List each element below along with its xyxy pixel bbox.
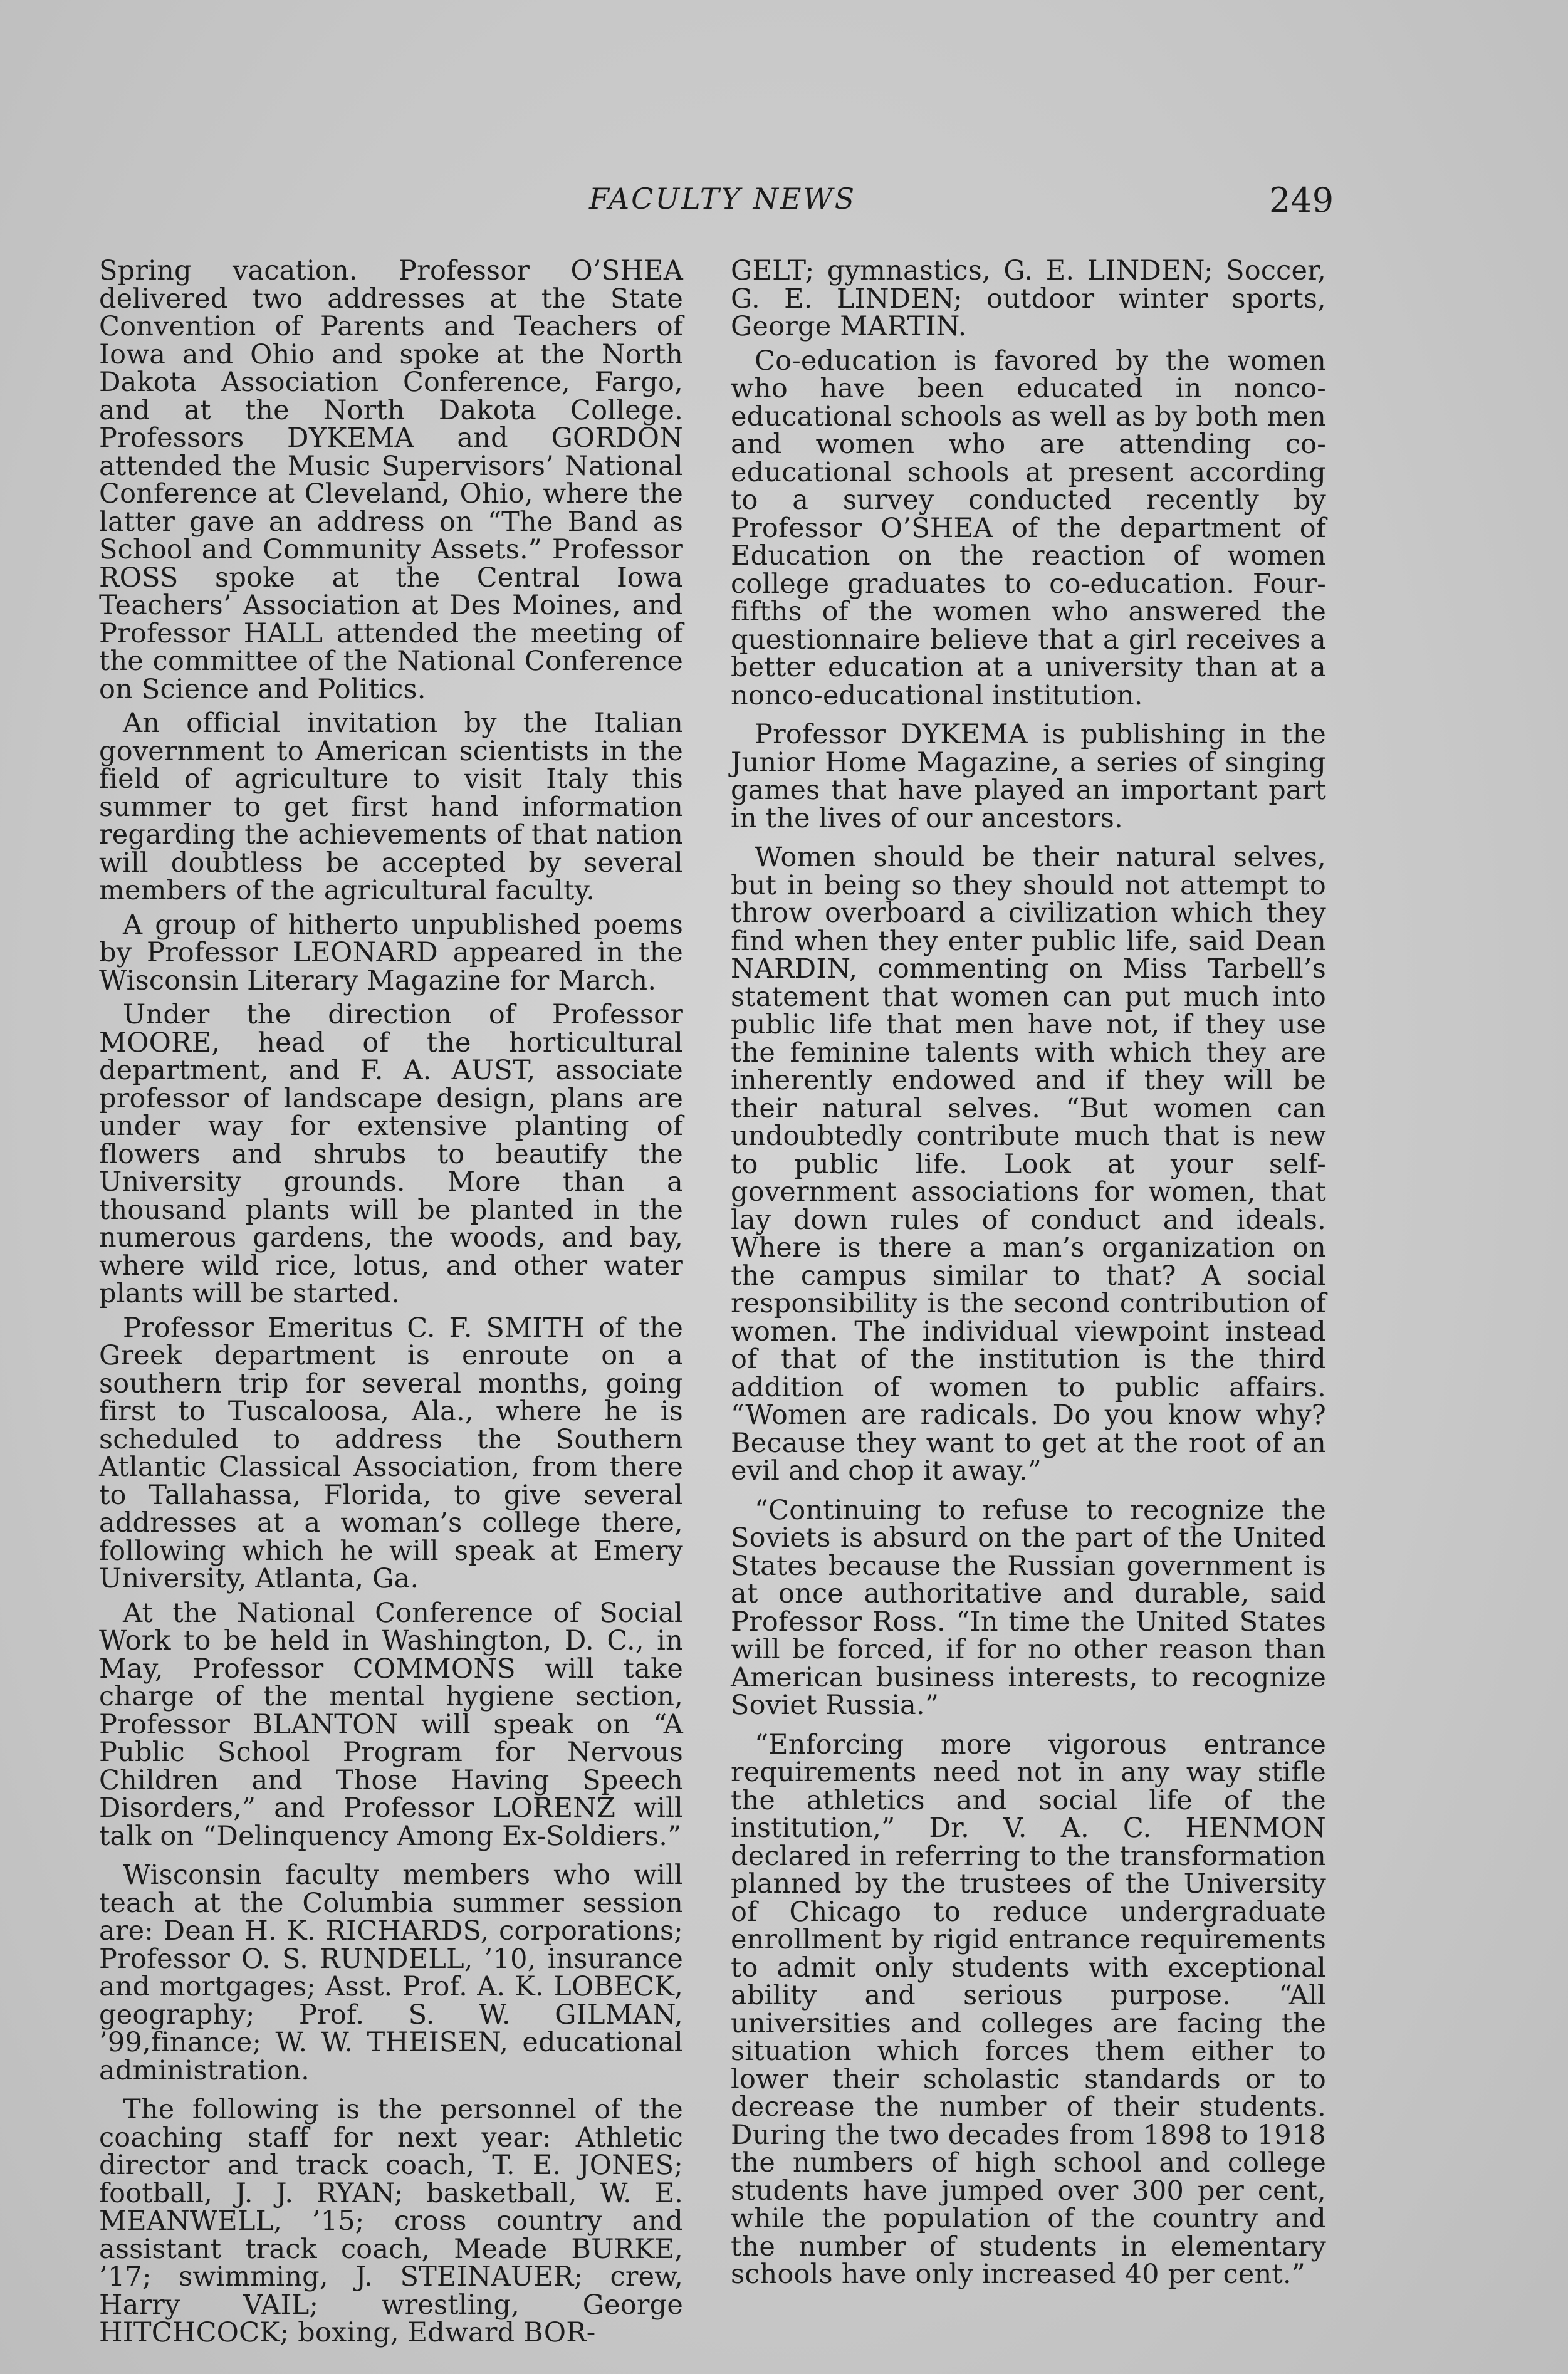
paragraph-italian-invitation: An official invitation by the Italian government to American scientists in the field of agriculture to visit Italy this summer to get first hand information regarding the achievements of that nation will doubtless be accepted by several members of the agricultural faculty.: [99, 708, 683, 906]
left-column: [99, 257, 683, 2353]
paragraph-coaching-staff: The following is the personnel of the coaching staff for next year: Athletic director and track coach, T. E. JONES; football, J. J. RYAN; basketball, W. E. MEANWELL, ’15; cross country and assistant track coach, Meade BURKE, ’17; swimming, J. STEINAUER; crew, Harry VAIL; wrestling, George HITCHCOCK; boxing, Edward BOR-: [99, 2094, 683, 2348]
paragraph-coaching-staff-continued: GELT; gymnastics, G. E. LINDEN; Soccer, G. E. LINDEN; outdoor winter sports, George MARTIN.: [731, 255, 1326, 342]
paragraph-horticulture-planting: Under the direction of Professor MOORE, head of the horticultural department, and F. A. AUST, associate professor of landscape design, plans are under way for extensive planting of flowers and shrubs to beautify the University grounds. More than a thousand plants will be planted in the numerous gardens, the woods, and bay, where wild rice, lotus, and other water plants will be started.: [99, 999, 683, 1309]
right-column: [731, 257, 1326, 2295]
paragraph-columbia-summer-session: Wisconsin faculty members who will teach at the Columbia summer session are: Dean H. K. RICHARDS, corporations; Professor O. S. RUNDELL, ’10, insurance and mortgages; Asst. Prof. A. K. LOBECK, geography; Prof. S. W. GILMAN, ’99,finance; W. W. THEISEN, educational administration.: [99, 1859, 683, 2086]
paragraph-women-natural-selves: Women should be their natural selves, but in being so they should not attempt to throw overboard a civilization which they find when they enter public life, said Dean NARDIN, commenting on Miss Tarbell’s statement that women can put much into public life that men have not, if they use the feminine talents with which they are inherently endowed and if they will be their natural selves. “But women can undoubtedly contribute much that is new to public life. Look at your self-government associations for women, that lay down rules of conduct and ideals. Where is there a man’s organization on the campus similar to that? A social responsibility is the second contribution of women. The individual viewpoint instead of that of the institution is the third addition of women to public affairs. “Women are radicals. Do you know why? Because they want to get at the root of an evil and chop it away.”: [731, 842, 1326, 1487]
paragraph-oshea-addresses: Spring vacation. Professor O’SHEA delivered two addresses at the State Convention of Parents and Teachers of Iowa and Ohio and spoke at the North Dakota Association Conference, Fargo, and at the North Dakota College. Professors DYKEMA and GORDON attended the Music Supervisors’ National Conference at Cleveland, Ohio, where the latter gave an address on “The Band as School and Community Assets.” Professor ROSS spoke at the Central Iowa Teachers’ Association at Des Moines, and Professor HALL attended the meeting of the committee of the National Conference on Science and Politics.: [99, 255, 683, 705]
paragraph-leonard-poems: A group of hitherto unpublished poems by Professor LEONARD appeared in the Wisconsin Literary Magazine for March.: [99, 909, 683, 996]
paragraph-soviet-recognition: “Continuing to refuse to recognize the Soviets is absurd on the part of the United States because the Russian government is at once authoritative and durable, said Professor Ross. “In time the United States will be forced, if for no other reason than American business interests, to recognize Soviet Russia.”: [731, 1494, 1326, 1721]
paragraph-dykema-publishing: Professor DYKEMA is publishing in the Junior Home Magazine, a series of singing games that have played an important part in the lives of our ancestors.: [731, 719, 1326, 834]
paragraph-smith-southern-trip: Professor Emeritus C. F. SMITH of the Greek department is enroute on a southern trip for several months, going first to Tuscaloosa, Ala., where he is scheduled to address the Southern Atlantic Classical Association, from there to Tallahassa, Florida, to give several addresses at a woman’s college there, following which he will speak at Emery University, Atlanta, Ga.: [99, 1312, 683, 1594]
paragraph-co-education-survey: Co-education is favored by the women who have been educated in nonco-educational schools as well as by both men and women who are attending co-educational schools at present according to a survey conducted recently by Professor O’SHEA of the department of Education on the reaction of women college graduates to co-education. Four-fifths of the women who answered the questionnaire believe that a girl receives a better education at a university than at a nonco-educational institution.: [731, 345, 1326, 711]
running-title: FACULTY NEWS: [589, 182, 857, 216]
paragraph-social-work-conference: At the National Conference of Social Work to be held in Washington, D. C., in May, Professor COMMONS will take charge of the mental hygiene section, Professor BLANTON will speak on “A Public School Program for Nervous Children and Those Having Speech Disorders,” and Professor LORENZ will talk on “Delinquency Among Ex-Soldiers.”: [99, 1597, 683, 1852]
page-number: 249: [1269, 180, 1334, 220]
paragraph-entrance-requirements: “Enforcing more vigorous entrance requirements need not in any way stifle the athletics and social life of the institution,” Dr. V. A. C. HENMON declared in referring to the transformation planned by the trustees of the University of Chicago to reduce undergraduate enrollment by rigid entrance requirements to admit only students with exceptional ability and serious purpose. “All universities and colleges are facing the situation which forces them either to lower their scholastic standards or to decrease the number of their students. During the two decades from 1898 to 1918 the numbers of high school and college students have jumped over 300 per cent, while the population of the country and the number of students in elementary schools have only increased 40 per cent.”: [731, 1728, 1326, 2290]
